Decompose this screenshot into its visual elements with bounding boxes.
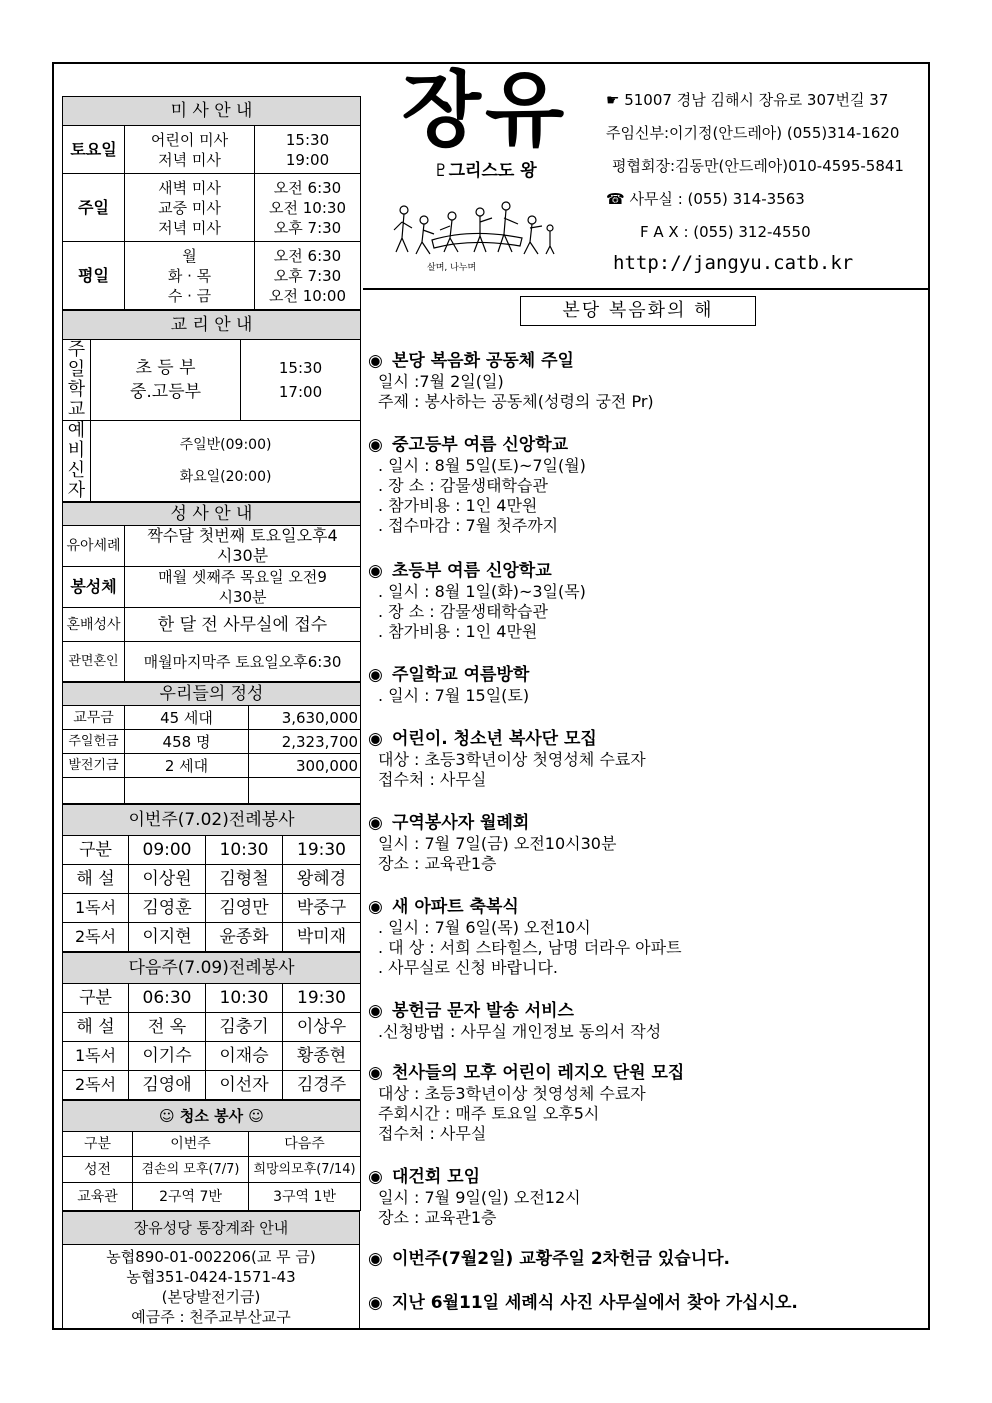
news-line: 대상 : 초등3학년이상 첫영성체 수료자: [378, 1084, 646, 1103]
council-info: 평협회장:김동만(안드레아)010-4595-5841: [612, 157, 904, 175]
school-name: 중.고등부: [129, 382, 202, 402]
news-title: 초등부 여름 신앙학교: [392, 561, 552, 581]
cleaning-header: 이번주: [133, 1132, 249, 1157]
service-header: 09:00: [129, 836, 206, 865]
news-line: . 대 상 : 서희 스타힐스, 남명 더라우 아파트: [378, 938, 682, 957]
sacrament-table: [62, 502, 361, 682]
service-person: 이상원: [129, 865, 206, 894]
news-line: . 참가비용 : 1인 4만원: [378, 496, 538, 515]
cleaning-place: 성전: [63, 1157, 133, 1183]
news-title: 천사들의 모후 어린이 레지오 단원 모집: [392, 1063, 685, 1083]
service-role: 해 설: [63, 1013, 129, 1042]
news-line: . 장 소 : 감물생태학습관: [378, 476, 548, 495]
news-line: 일시 :7월 2일(일): [378, 372, 504, 391]
offering-empty: [249, 778, 361, 804]
news-line: 장소 : 교육관1층: [378, 854, 497, 873]
news-title: 어린이. 청소년 복사단 모집: [392, 729, 597, 749]
cleaning-header: 구분: [63, 1132, 133, 1157]
cleaning-group: 희망의모후(7/14): [249, 1157, 361, 1183]
news-line: 주제 : 봉사하는 공동체(성령의 궁전 Pr): [378, 392, 654, 411]
sunday-school-label: 주일학교: [67, 339, 86, 420]
mass-name: 저녁 미사: [158, 218, 221, 237]
mass-time: 오전 10:00: [269, 286, 346, 305]
service-person: 이지현: [129, 923, 206, 952]
sacrament-label: 관면혼인: [63, 642, 125, 682]
cleaning-table: [62, 1100, 361, 1211]
offering-count: 45 세대: [125, 706, 249, 730]
mass-time: 오전 10:30: [269, 198, 346, 217]
cleaning-title: ☺ 청소 봉사 ☺: [63, 1101, 361, 1132]
bullet-icon: ◉: [368, 351, 383, 371]
news-line: . 일시 : 7월 6일(목) 오전10시: [378, 918, 591, 937]
mass-time: 15:30: [285, 130, 330, 149]
service-header: 10:30: [206, 836, 283, 865]
service-role: 1독서: [63, 894, 129, 923]
offering-label: 교무금: [63, 706, 125, 730]
cleaning-group: 2구역 7반: [133, 1183, 249, 1211]
news-line: .신청방법 : 사무실 개인정보 동의서 작성: [378, 1022, 662, 1041]
news-title: 중고등부 여름 신앙학교: [392, 435, 569, 455]
sacrament-title: 성 사 안 내: [63, 503, 361, 526]
bank-account-note: (본당발전기금): [161, 1288, 261, 1306]
service-person: 박중구: [283, 894, 361, 923]
news-item: [368, 896, 928, 978]
sacrament-value: 매월 셋째주 목요일 오전9시30분: [125, 567, 361, 608]
news-line: 대상 : 초등3학년이상 첫영성체 수료자: [378, 750, 646, 769]
service-person: 김영애: [129, 1071, 206, 1100]
mass-name: 어린이 미사: [150, 130, 229, 149]
news-title: 구역봉사자 월례회: [392, 813, 530, 833]
mass-day: 토요일: [63, 126, 125, 174]
news-item: [368, 350, 928, 412]
news-line: . 참가비용 : 1인 4만원: [378, 622, 538, 641]
service-person: 김영만: [206, 894, 283, 923]
service-person: 이상우: [283, 1013, 361, 1042]
service-next-title: 다음주(7.09)전례봉사: [63, 953, 361, 984]
mass-name: 월: [182, 246, 197, 265]
mass-time: 19:00: [285, 150, 330, 169]
news-title: 대건회 모임: [392, 1167, 481, 1187]
cleaning-header: 다음주: [249, 1132, 361, 1157]
offering-empty: [63, 778, 125, 804]
service-person: 김영훈: [129, 894, 206, 923]
sacrament-label: 혼배성사: [63, 608, 125, 642]
service-this-table: [62, 804, 361, 952]
bullet-icon: ◉: [368, 1063, 383, 1083]
service-header: 구분: [63, 836, 129, 865]
news-item: [368, 1292, 928, 1314]
bank-account: 농협351-0424-1571-43: [126, 1268, 296, 1286]
service-person: 이기수: [129, 1042, 206, 1071]
address: 51007 경남 김해시 장유로 307번길 37: [624, 91, 889, 109]
bullet-icon: ◉: [368, 561, 383, 581]
service-person: 박미재: [283, 923, 361, 952]
offering-title: 우리들의 정성: [63, 683, 361, 706]
community-illustration: [392, 198, 562, 274]
news-item: [368, 1166, 928, 1228]
bullet-icon: ◉: [368, 1167, 383, 1187]
masthead-subtitle: ♇그리스도 왕: [433, 161, 537, 181]
service-person: 왕혜경: [283, 865, 361, 894]
news-item: [368, 1062, 928, 1144]
catechism-table: [62, 310, 361, 502]
news-title: 새 아파트 축복식: [392, 897, 519, 917]
service-header: 10:30: [206, 984, 283, 1013]
news-item: [368, 1248, 928, 1270]
bullet-icon: ◉: [368, 729, 383, 749]
bullet-icon: ◉: [368, 665, 383, 685]
banner: 본당 복음화의 해: [520, 296, 756, 326]
header-divider: [363, 288, 929, 290]
mass-day: 평일: [63, 242, 125, 310]
mass-table: [62, 96, 361, 310]
mass-title: 미 사 안 내: [63, 97, 361, 126]
service-header: 구분: [63, 984, 129, 1013]
service-role: 해 설: [63, 865, 129, 894]
news-item: [368, 434, 928, 536]
precatechumen-label: 예비신자: [67, 420, 86, 501]
office-phone: 사무실 : (055) 314-3563: [629, 190, 805, 208]
service-next-table: [62, 952, 361, 1100]
service-person: 이재승: [206, 1042, 283, 1071]
service-person: 이선자: [206, 1071, 283, 1100]
bank-title: 장유성당 통장계좌 안내: [63, 1212, 360, 1245]
website-url[interactable]: http://jangyu.catb.kr: [613, 252, 854, 274]
cleaning-place: 교육관: [63, 1183, 133, 1211]
sacrament-value: 한 달 전 사무실에 접수: [125, 608, 361, 642]
mass-time: 오후 7:30: [273, 218, 342, 237]
news-line: . 장 소 : 감물생태학습관: [378, 602, 548, 621]
news-line: . 접수마감 : 7월 첫주까지: [378, 516, 559, 535]
news-item: [368, 728, 928, 790]
bullet-icon: ◉: [368, 435, 383, 455]
offering-amount: 3,630,000: [249, 706, 361, 730]
news-item: [368, 812, 928, 874]
mass-time: 오후 7:30: [273, 266, 342, 285]
news-item: [368, 664, 928, 706]
offering-count: 458 명: [125, 730, 249, 754]
bullet-icon: ◉: [368, 1001, 383, 1021]
contact-info: [606, 84, 918, 249]
service-person: 김경주: [283, 1071, 361, 1100]
news-line: . 일시 : 7월 15일(토): [378, 686, 530, 705]
offering-amount: 300,000: [249, 754, 361, 778]
service-header: 19:30: [283, 984, 361, 1013]
illustration-caption: 살며, 나누며: [427, 263, 477, 273]
news-line: . 사무실로 신청 바랍니다.: [378, 958, 558, 977]
phone-icon: ☎: [606, 190, 630, 208]
service-person: 황종현: [283, 1042, 361, 1071]
service-header: 06:30: [129, 984, 206, 1013]
bank-table: [62, 1211, 360, 1330]
mass-name: 화 · 목: [167, 266, 212, 285]
service-header: 19:30: [283, 836, 361, 865]
school-time: 15:30: [278, 359, 323, 377]
news-item: [368, 560, 928, 642]
news-title: 본당 복음화 공동체 주일: [392, 351, 574, 371]
service-person: 김충기: [206, 1013, 283, 1042]
bullet-icon: ◉: [368, 1249, 383, 1269]
mass-day: 주일: [63, 174, 125, 242]
service-person: 윤종화: [206, 923, 283, 952]
masthead: [385, 63, 585, 181]
offering-label: 발전기금: [63, 754, 125, 778]
masthead-title: 장유: [401, 63, 569, 158]
mass-name: 새벽 미사: [158, 178, 221, 197]
news-line: 일시 : 7월 7일(금) 오전10시30분: [378, 834, 617, 853]
bank-account: 농협890-01-002206(교 무 금): [106, 1248, 316, 1266]
news-title: 지난 6월11일 세례식 사진 사무실에서 찾아 가십시오.: [392, 1293, 798, 1313]
mass-name: 저녁 미사: [158, 150, 221, 169]
mass-name: 교중 미사: [158, 198, 221, 217]
service-person: 전 옥: [129, 1013, 206, 1042]
news-line: 일시 : 7월 9일(일) 오전12시: [378, 1188, 581, 1207]
bullet-icon: ◉: [368, 897, 383, 917]
hand-pointer-icon: ☛: [606, 91, 625, 109]
sacrament-value: 짝수달 첫번째 토요일오후4시30분: [125, 526, 361, 567]
mass-time: 오전 6:30: [273, 246, 342, 265]
news-line: . 일시 : 8월 5일(토)~7일(월): [378, 456, 586, 475]
school-name: 초 등 부: [135, 358, 196, 378]
mass-time: 오전 6:30: [273, 178, 342, 197]
cleaning-group: 겸손의 모후(7/7): [133, 1157, 249, 1183]
catechism-title: 교 리 안 내: [63, 311, 361, 340]
bullet-icon: ◉: [368, 1293, 383, 1313]
sacrament-value: 매월마지막주 토요일오후6:30: [125, 642, 361, 682]
sacrament-label: 봉성체: [63, 567, 125, 608]
service-role: 1독서: [63, 1042, 129, 1071]
mass-name: 수 · 금: [167, 286, 212, 305]
service-role: 2독서: [63, 923, 129, 952]
news-line: 장소 : 교육관1층: [378, 1208, 497, 1227]
bank-holder: 예금주 : 천주교부산교구: [131, 1308, 291, 1326]
bullet-icon: ◉: [368, 813, 383, 833]
offering-empty: [125, 778, 249, 804]
news-line: 주회시간 : 매주 토요일 오후5시: [378, 1104, 600, 1123]
fax-number: F A X : (055) 312-4550: [640, 223, 811, 241]
sacrament-label: 유아세례: [63, 526, 125, 567]
pastor-info: 주임신부:이기정(안드레아) (055)314-1620: [606, 124, 900, 142]
offering-table: [62, 682, 361, 804]
offering-count: 2 세대: [125, 754, 249, 778]
offering-amount: 2,323,700: [249, 730, 361, 754]
offering-label: 주일헌금: [63, 730, 125, 754]
precat-class: 주일반(09:00): [179, 437, 272, 453]
cleaning-group: 3구역 1반: [249, 1183, 361, 1211]
service-role: 2독서: [63, 1071, 129, 1100]
news-title: 봉헌금 문자 발송 서비스: [392, 1001, 574, 1021]
news-line: 접수처 : 사무실: [378, 1124, 487, 1143]
news-item: [368, 1000, 928, 1042]
news-line: 접수처 : 사무실: [378, 770, 487, 789]
precat-class: 화요일(20:00): [179, 469, 272, 485]
service-this-title: 이번주(7.02)전례봉사: [63, 805, 361, 836]
service-person: 김형철: [206, 865, 283, 894]
news-title: 이번주(7월2일) 교황주일 2차헌금 있습니다.: [392, 1249, 730, 1269]
left-column: [62, 96, 360, 1330]
school-time: 17:00: [278, 383, 323, 401]
news-title: 주일학교 여름방학: [392, 665, 530, 685]
news-line: . 일시 : 8월 1일(화)~3일(목): [378, 582, 586, 601]
